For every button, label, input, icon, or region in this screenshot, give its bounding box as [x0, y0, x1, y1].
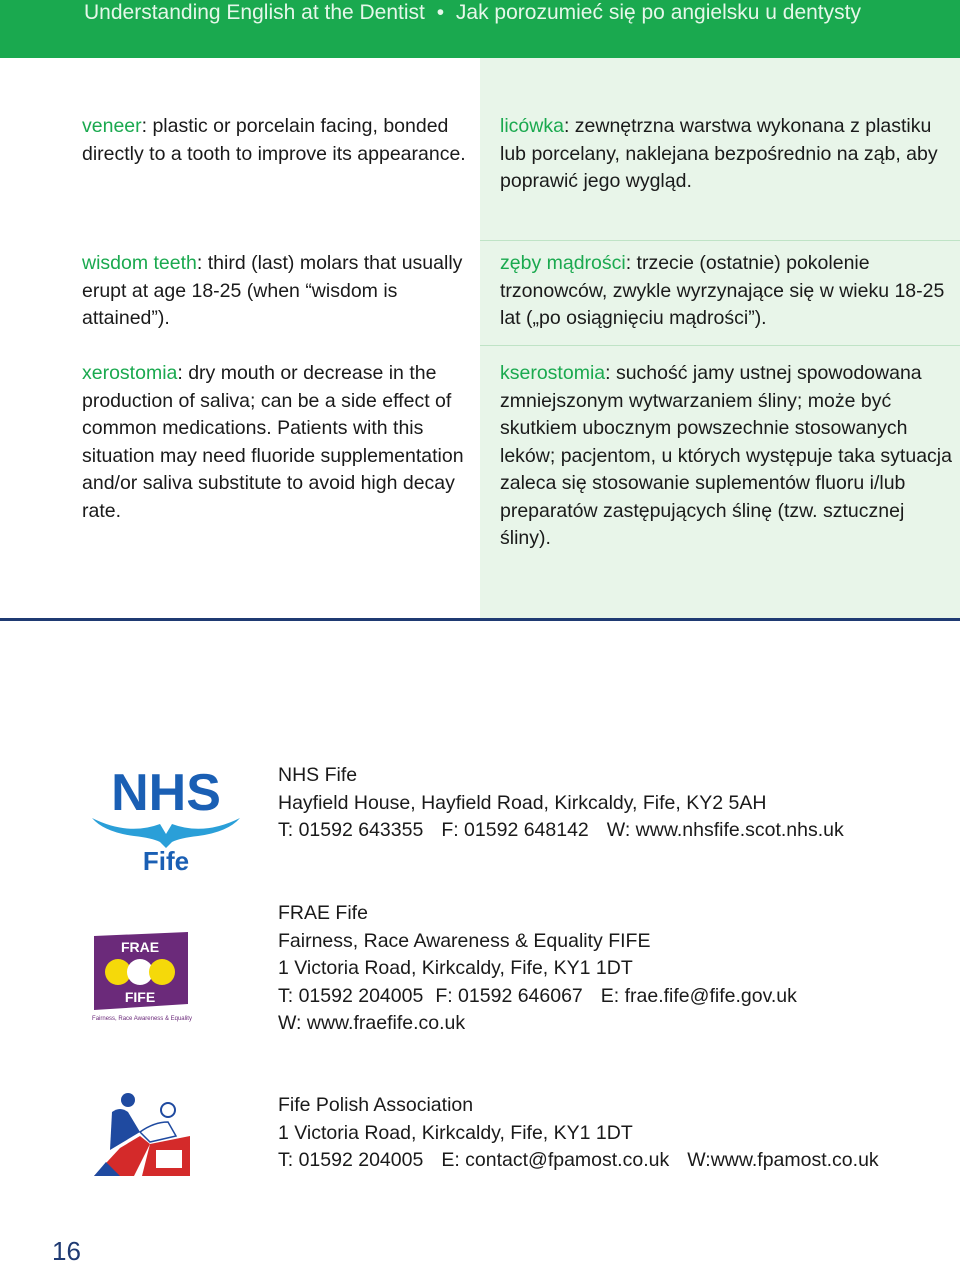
nhs-logo-icon [88, 762, 244, 878]
glossary-definition: : zewnętrzna warstwa wykonana z plastiku lub porcelany, naklejana bezpośrednio na ząb, aby poprawić jego wygląd. [500, 115, 938, 192]
glossary-definition: : suchość jamy ustnej spowodowana zmniejszonym wytwarzaniem śliny; może być skutkiem ubocznym powszechnie stosowanych leków; pacjentom, u których występuje taka sytuacja zaleca się stosowanie suplementów fluoru i/lub preparatów zastępujących ślinę (tzw. sztucznej śliny). [500, 362, 952, 549]
glossary-term: kserostomia [500, 362, 606, 384]
org-fife-polish-association [278, 1092, 879, 1175]
header-separator: • [436, 1, 445, 24]
glossary-definition: : plastic or porcelain facing, bonded directly to a tooth to improve its appearance. [82, 115, 466, 165]
fpa-logo-icon [90, 1092, 194, 1178]
section-divider [0, 618, 960, 621]
org-frae-fife [278, 900, 797, 1038]
frae-logo-caption: Fairness, Race Awareness & Equality [92, 1016, 192, 1022]
org-website[interactable]: W: www.nhsfife.scot.nhs.uk [606, 819, 844, 841]
frae-logo-top-text: FRAE [120, 939, 160, 955]
header-title-pl: Jak porozumieć się po angielsku u dentysty [455, 1, 861, 24]
header-title-en: Understanding English at the Dentist [84, 1, 425, 24]
org-contact-line [278, 1147, 879, 1175]
org-phone: T: 01592 204005 [278, 984, 424, 1007]
org-name: FRAE Fife [278, 902, 368, 924]
org-fax: F: 01592 646067 [435, 984, 583, 1007]
page-number: 16 [52, 1236, 81, 1266]
glossary-definition: : dry mouth or decrease in the production of saliva; can be a side effect of common medications. Patients with this situation may need fluoride supplementation and/or saliva substitute to avoid high decay rate. [82, 362, 464, 522]
org-contact-line [278, 817, 844, 845]
org-website[interactable]: W: www.fraefife.co.uk [278, 1012, 466, 1034]
glossary-entry-en-xerostomia [82, 360, 474, 525]
nhs-logo-subtext: Fife [142, 846, 190, 876]
org-email[interactable]: E: contact@fpamost.co.uk [441, 1149, 670, 1171]
glossary-term: zęby mądrości [500, 252, 626, 274]
header-bar [0, 0, 960, 58]
org-address: Hayfield House, Hayfield Road, Kirkcaldy, Fife, KY2 5AH [278, 791, 767, 814]
glossary-section [0, 58, 960, 618]
glossary-entry-en-wisdom-teeth [82, 250, 474, 333]
org-address: 1 Victoria Road, Kirkcaldy, Fife, KY1 1DT [278, 957, 633, 979]
glossary-term: veneer [82, 115, 142, 137]
glossary-term: licówka [500, 115, 564, 137]
frae-fife-logo [90, 930, 194, 1022]
frae-logo-icon [90, 930, 194, 1022]
org-address: 1 Victoria Road, Kirkcaldy, Fife, KY1 1DT [278, 1121, 633, 1144]
org-name: NHS Fife [278, 764, 358, 786]
glossary-column-polish [480, 58, 960, 618]
frae-logo-bottom-text: FIFE [124, 989, 156, 1005]
glossary-definition: : trzecie (ostatnie) pokolenie trzonowców, zwykle wyrzynające się w wieku 18-25 lat („po osiągnięciu mądrości”). [500, 252, 945, 329]
row-divider [480, 345, 960, 346]
nhs-logo-text: NHS [111, 764, 221, 822]
row-divider [480, 240, 960, 241]
org-contact-line [278, 983, 797, 1011]
org-nhs-fife [278, 762, 844, 845]
glossary-entry-pl-zeby-madrosci [500, 250, 952, 333]
glossary-entry-pl-licowka [500, 113, 952, 196]
org-phone: T: 01592 204005 [278, 1149, 424, 1171]
glossary-column-english [0, 58, 480, 618]
org-fax: F: 01592 648142 [441, 819, 589, 841]
glossary-entry-en-veneer [82, 113, 474, 168]
fpa-logo [90, 1092, 194, 1178]
glossary-entry-pl-kserostomia [500, 360, 952, 553]
org-name: Fife Polish Association [278, 1094, 474, 1116]
glossary-definition: : third (last) molars that usually erupt at age 18-25 (when “wisdom is attained”). [82, 252, 463, 329]
org-website[interactable]: W:www.fpamost.co.uk [687, 1149, 879, 1171]
org-phone: T: 01592 643355 [278, 819, 424, 841]
glossary-term: xerostomia [82, 362, 178, 384]
org-email[interactable]: E: frae.fife@fife.gov.uk [600, 984, 797, 1007]
glossary-term: wisdom teeth [82, 252, 197, 274]
org-fullname: Fairness, Race Awareness & Equality FIFE [278, 929, 651, 952]
nhs-fife-logo [88, 762, 244, 878]
